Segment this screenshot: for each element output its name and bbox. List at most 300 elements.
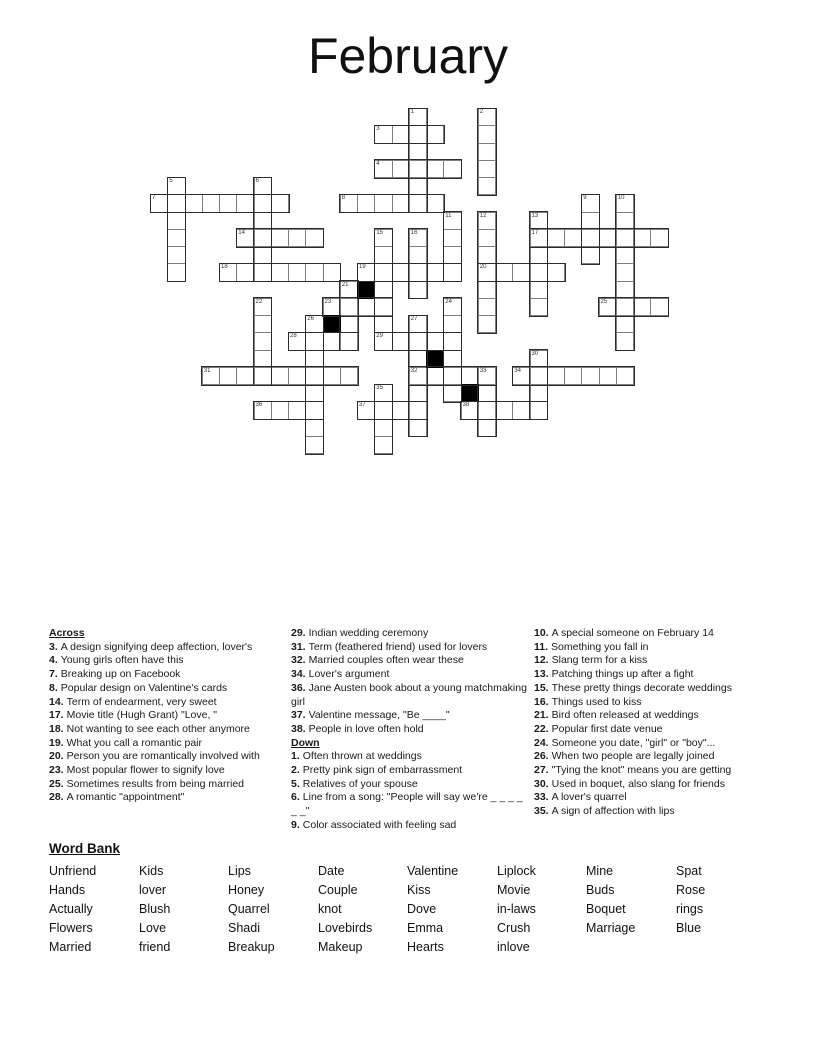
grid-cell-number: 38: [462, 402, 470, 409]
clue-number: 10.: [534, 627, 549, 639]
grid-cell: [530, 263, 548, 281]
grid-cell: [392, 160, 410, 178]
grid-cell: [478, 367, 496, 385]
grid-cell: [530, 401, 548, 419]
grid-cell: [616, 229, 634, 247]
word-bank-word: in-laws: [497, 902, 536, 916]
grid-black-cell: [426, 350, 444, 368]
grid-cell: [409, 367, 427, 385]
clue-number: 25.: [49, 777, 64, 790]
word-bank-word: Breakup: [228, 940, 275, 954]
grid-black-cell: [461, 384, 479, 402]
clue-number: 7.: [49, 668, 58, 681]
word-bank-word: Unfriend: [49, 864, 97, 878]
clue-text: A special someone on February 14: [551, 627, 714, 639]
grid-cell: [409, 229, 427, 247]
clue-text: These pretty things decorate weddings: [551, 681, 732, 694]
grid-cell: [254, 332, 272, 350]
word-bank-word: Lips: [228, 864, 251, 878]
grid-cell-number: 32: [410, 367, 418, 374]
word-bank-word: knot: [318, 902, 342, 916]
clue-text: Relatives of your spouse: [302, 777, 418, 790]
clue-number: 27.: [534, 764, 549, 777]
clue-number: 31.: [291, 640, 306, 653]
grid-cell: [374, 246, 392, 264]
clue-number: 38.: [291, 722, 306, 735]
clue-across-7: [49, 668, 287, 682]
clue-number: 26.: [534, 750, 549, 763]
word-bank-word: Marriage: [586, 921, 636, 935]
grid-cell: [271, 194, 289, 212]
grid-cell: [254, 315, 272, 333]
grid-cell-number: 16: [410, 229, 418, 236]
grid-cell-number: 28: [290, 333, 297, 340]
grid-cell: [616, 194, 634, 212]
grid-cell: [374, 436, 392, 454]
clues-column-2: [291, 627, 529, 833]
grid-cell-number: 21: [341, 281, 349, 288]
grid-cell: [581, 246, 599, 264]
grid-cell: [616, 298, 634, 316]
word-bank-column-8: [676, 862, 705, 938]
clue-down-35: [534, 805, 772, 819]
clue-across-20: [49, 750, 287, 764]
grid-cell-number: 23: [324, 298, 332, 305]
grid-cell-number: 27: [410, 316, 418, 322]
grid-cell: [409, 332, 427, 350]
word-bank-word: Rose: [676, 883, 706, 897]
grid-cell: [409, 177, 427, 195]
clue-number: 34.: [291, 668, 306, 681]
clue-text: Slang term for a kiss: [551, 654, 648, 667]
grid-cell: [581, 367, 599, 385]
grid-cell-number: 37: [359, 402, 366, 409]
grid-cell: [426, 332, 444, 350]
grid-cell: [374, 384, 392, 402]
clue-across-25: [49, 778, 287, 792]
clues-column-3: [534, 627, 772, 819]
grid-cell: [167, 263, 185, 281]
clue-down-27: [534, 764, 772, 778]
grid-cell: [478, 246, 496, 264]
grid-cell: [478, 384, 496, 402]
grid-cell: [305, 229, 323, 247]
page-title: February: [307, 28, 509, 84]
clue-text: Person you are romantically involved with: [66, 750, 260, 763]
word-bank-word: Kids: [139, 864, 164, 878]
clue-text: Term (feathered friend) used for lovers: [308, 640, 488, 653]
word-bank-word: Actually: [49, 902, 93, 916]
grid-cell: [409, 143, 427, 161]
grid-cell: [374, 229, 392, 247]
clue-text: Lover's argument: [308, 668, 390, 681]
word-bank-word: rings: [676, 902, 704, 916]
grid-cell: [323, 332, 341, 350]
grid-cell-number: 12: [479, 212, 487, 219]
grid-cell: [633, 298, 651, 316]
grid-cell: [254, 350, 272, 368]
clue-across-34: [291, 668, 529, 682]
grid-cell: [547, 263, 565, 281]
clue-text: Often thrown at weddings: [302, 750, 422, 763]
grid-cell: [288, 332, 306, 350]
grid-cell: [271, 263, 289, 281]
clue-number: 6.: [291, 791, 300, 804]
clue-text: When two people are legally joined: [551, 750, 715, 763]
grid-cell: [478, 108, 496, 126]
grid-cell: [426, 160, 444, 178]
grid-cell: [530, 350, 548, 368]
clue-number: 17.: [49, 709, 64, 722]
grid-cell: [340, 332, 358, 350]
grid-cell: [357, 263, 375, 281]
clue-down-24: [534, 737, 772, 751]
grid-cell: [426, 194, 444, 212]
grid-cell: [374, 315, 392, 333]
clue-across-32: [291, 654, 529, 668]
grid-cell-number: 26: [307, 316, 314, 322]
word-bank-word: Emma: [407, 921, 444, 935]
grid-cell: [357, 194, 375, 212]
grid-cell: [478, 298, 496, 316]
clue-down-5: [291, 778, 529, 792]
grid-cell: [616, 332, 634, 350]
grid-cell: [305, 263, 323, 281]
grid-cell-number: 33: [479, 367, 487, 374]
clue-across-14: [49, 696, 287, 710]
grid-cell-number: 7: [152, 195, 156, 202]
grid-cell: [478, 401, 496, 419]
grid-cell-number: 3: [376, 126, 380, 133]
word-bank-column-5: [407, 862, 458, 957]
grid-cell: [409, 246, 427, 264]
grid-cell: [392, 263, 410, 281]
grid-cell: [374, 281, 392, 299]
grid-cell: [426, 367, 444, 385]
grid-cell: [616, 263, 634, 281]
grid-black-cell: [357, 281, 375, 299]
grid-cell: [409, 160, 427, 178]
clue-text: Something you fall in: [551, 640, 649, 653]
word-bank-word: Spat: [676, 864, 702, 878]
clue-number: 12.: [534, 654, 549, 667]
clue-text: Young girls often have this: [60, 654, 184, 667]
grid-cell-number: 20: [479, 264, 487, 271]
word-bank-word: Blue: [676, 921, 702, 935]
word-bank-word: Blush: [139, 902, 171, 916]
grid-cell-number: 15: [376, 229, 383, 236]
grid-cell: [530, 212, 548, 230]
grid-cell: [409, 384, 427, 402]
grid-cell-number: 22: [255, 298, 263, 305]
grid-cell: [374, 194, 392, 212]
grid-cell: [305, 436, 323, 454]
grid-cell: [254, 229, 272, 247]
grid-cell: [478, 281, 496, 299]
grid-cell: [443, 367, 461, 385]
grid-cell: [495, 263, 513, 281]
clue-text: Breaking up on Facebook: [60, 668, 181, 681]
grid-cell: [599, 367, 617, 385]
clue-text: Someone you date, "girl" or "boy"...: [551, 736, 716, 749]
clue-across-31: [291, 641, 529, 655]
grid-cell: [616, 315, 634, 333]
grid-cell: [185, 194, 203, 212]
word-bank-word: Love: [139, 921, 167, 935]
clue-number: 36.: [291, 681, 306, 694]
grid-cell: [512, 263, 530, 281]
grid-cell: [478, 229, 496, 247]
clue-text: Pretty pink sign of embarrassment: [302, 764, 463, 777]
clue-number: 28.: [49, 791, 64, 804]
grid-cell: [478, 419, 496, 437]
grid-cell: [633, 229, 651, 247]
grid-cell-number: 10: [617, 195, 625, 202]
grid-cell: [392, 401, 410, 419]
grid-cell-number: 30: [531, 350, 539, 357]
clue-number: 30.: [534, 777, 549, 790]
word-bank-word: Valentine: [407, 864, 459, 878]
grid-cell-number: 8: [341, 195, 346, 202]
grid-cell: [650, 229, 668, 247]
grid-cell: [461, 401, 479, 419]
grid-cell: [581, 212, 599, 230]
grid-cell: [581, 194, 599, 212]
grid-cell: [581, 229, 599, 247]
grid-cell: [202, 194, 220, 212]
clue-down-1: [291, 750, 529, 764]
grid-cell: [426, 263, 444, 281]
grid-cell: [202, 367, 220, 385]
grid-cell-number: 2: [479, 109, 484, 115]
grid-cell: [409, 108, 427, 126]
grid-cell-number: 18: [221, 264, 228, 271]
grid-cell: [443, 229, 461, 247]
grid-cell: [150, 194, 168, 212]
clue-number: 9.: [291, 818, 300, 831]
grid-cell: [547, 229, 565, 247]
grid-cell-number: 35: [376, 385, 383, 391]
grid-cell: [254, 177, 272, 195]
grid-cell: [167, 246, 185, 264]
clue-down-6: [291, 791, 529, 818]
grid-cell: [443, 350, 461, 368]
clue-down-2: [291, 764, 529, 778]
grid-cell: [443, 212, 461, 230]
clue-down-33: [534, 791, 772, 805]
word-bank-word: friend: [139, 940, 171, 954]
clue-text: Jane Austen book about a young matchmaking girl: [291, 681, 527, 708]
grid-cell: [254, 246, 272, 264]
clue-text: Used in boquet, also slang for friends: [551, 777, 725, 790]
word-bank-word: Married: [49, 940, 92, 954]
clue-text: Bird often released at weddings: [551, 709, 699, 722]
grid-cell: [530, 384, 548, 402]
grid-cell: [219, 194, 237, 212]
grid-cell: [530, 246, 548, 264]
clue-text: "Tying the knot" means you are getting: [551, 764, 732, 777]
grid-cell: [409, 125, 427, 143]
grid-cell: [409, 281, 427, 299]
clue-number: 23.: [49, 764, 64, 777]
grid-cell-number: 14: [238, 229, 245, 236]
grid-cell: [564, 367, 582, 385]
grid-cell: [616, 367, 634, 385]
grid-cell: [530, 298, 548, 316]
grid-cell: [374, 263, 392, 281]
grid-cell: [340, 194, 358, 212]
grid-cell: [599, 298, 617, 316]
grid-cell: [288, 263, 306, 281]
clue-number: 13.: [534, 668, 549, 681]
grid-cell: [288, 401, 306, 419]
clue-number: 22.: [534, 722, 549, 735]
clue-across-19: [49, 737, 287, 751]
grid-cell: [512, 367, 530, 385]
word-bank-word: Honey: [228, 883, 265, 897]
clue-text: A romantic "appointment": [66, 791, 185, 804]
grid-cell: [236, 229, 254, 247]
grid-cell-number: 9: [583, 195, 587, 202]
clue-across-18: [49, 723, 287, 737]
clue-across-8: [49, 682, 287, 696]
clue-number: 29.: [291, 627, 306, 639]
grid-cell: [478, 160, 496, 178]
clue-number: 21.: [534, 709, 549, 722]
clue-number: 18.: [49, 722, 64, 735]
grid-cell: [478, 212, 496, 230]
across-heading: Across: [49, 627, 85, 639]
clue-text: Movie title (Hugh Grant) "Love, ": [66, 709, 218, 722]
grid-cell: [340, 315, 358, 333]
grid-cell: [305, 315, 323, 333]
grid-cell: [323, 298, 341, 316]
clue-text: A sign of affection with lips: [551, 805, 675, 818]
clue-down-15: [534, 682, 772, 696]
word-bank-word: inlove: [497, 940, 530, 954]
clue-text: Indian wedding ceremony: [308, 627, 429, 639]
clue-across-28: [49, 791, 287, 805]
grid-cell: [305, 367, 323, 385]
grid-cell-number: 19: [359, 264, 366, 271]
grid-cell-number: 4: [376, 160, 380, 167]
grid-cell: [254, 212, 272, 230]
word-bank-word: Dove: [407, 902, 437, 916]
grid-cell: [409, 419, 427, 437]
word-bank-word: Crush: [497, 921, 531, 935]
grid-cell-number: 24: [445, 298, 452, 305]
grid-cell: [254, 298, 272, 316]
grid-cell: [616, 212, 634, 230]
grid-cell: [392, 332, 410, 350]
grid-cell: [547, 367, 565, 385]
word-bank-column-6: [497, 862, 536, 957]
word-bank-column-7: [586, 862, 635, 938]
grid-cell-number: 6: [255, 178, 259, 184]
clue-across-29: [291, 627, 529, 641]
grid-cell: [236, 367, 254, 385]
grid-cell: [461, 367, 479, 385]
grid-cell: [409, 401, 427, 419]
grid-cell: [443, 298, 461, 316]
grid-cell: [271, 401, 289, 419]
grid-cell-number: 1: [410, 109, 415, 115]
clue-across-37: [291, 709, 529, 723]
grid-cell: [357, 298, 375, 316]
grid-cell: [512, 401, 530, 419]
clue-number: 1.: [291, 750, 300, 763]
clues-column-1: [49, 627, 287, 805]
grid-cell: [340, 367, 358, 385]
clue-number: 11.: [534, 640, 549, 653]
clue-text: A design signifying deep affection, lover's: [60, 640, 253, 653]
grid-cell: [374, 298, 392, 316]
clue-number: 4.: [49, 654, 58, 667]
grid-cell: [616, 246, 634, 264]
word-bank-heading: Word Bank: [49, 841, 121, 856]
word-bank-word: Quarrel: [228, 902, 270, 916]
grid-cell: [530, 367, 548, 385]
clue-down-21: [534, 709, 772, 723]
clue-number: 5.: [291, 777, 300, 790]
clue-down-22: [534, 723, 772, 737]
word-bank-word: Movie: [497, 883, 531, 897]
word-bank-word: Buds: [586, 883, 615, 897]
grid-cell: [495, 401, 513, 419]
grid-cell: [357, 401, 375, 419]
clue-number: 14.: [49, 695, 64, 708]
grid-cell: [409, 194, 427, 212]
grid-cell: [167, 194, 185, 212]
clue-text: Popular first date venue: [551, 722, 663, 735]
grid-cell: [392, 125, 410, 143]
grid-cell: [478, 143, 496, 161]
clue-text: What you call a romantic pair: [66, 736, 202, 749]
word-bank-word: lover: [139, 883, 167, 897]
grid-cell: [426, 125, 444, 143]
grid-cell: [305, 384, 323, 402]
word-bank-word: Couple: [318, 883, 358, 897]
word-bank-column-1: [49, 862, 96, 957]
grid-cell-number: 31: [203, 367, 211, 374]
clue-across-17: [49, 709, 287, 723]
grid-cell: [374, 160, 392, 178]
clue-across-38: [291, 723, 529, 737]
word-bank-column-3: [228, 862, 275, 957]
grid-cell: [236, 263, 254, 281]
grid-black-cell: [323, 315, 341, 333]
grid-cell: [167, 177, 185, 195]
grid-cell: [409, 315, 427, 333]
grid-cell: [254, 194, 272, 212]
clue-text: Most popular flower to signify love: [66, 764, 225, 777]
grid-cell: [305, 332, 323, 350]
clue-text: Valentine message, "Be ____": [308, 709, 450, 722]
clue-number: 37.: [291, 709, 306, 722]
word-bank-word: Makeup: [318, 940, 363, 954]
grid-cell: [219, 367, 237, 385]
grid-cell: [530, 229, 548, 247]
grid-cell: [392, 194, 410, 212]
grid-cell: [409, 263, 427, 281]
word-bank-word: Hearts: [407, 940, 444, 954]
crossword-grid: [0, 0, 816, 520]
grid-cell: [650, 298, 668, 316]
grid-cell: [530, 281, 548, 299]
grid-cell: [305, 419, 323, 437]
grid-cell: [271, 229, 289, 247]
clue-down-30: [534, 778, 772, 792]
